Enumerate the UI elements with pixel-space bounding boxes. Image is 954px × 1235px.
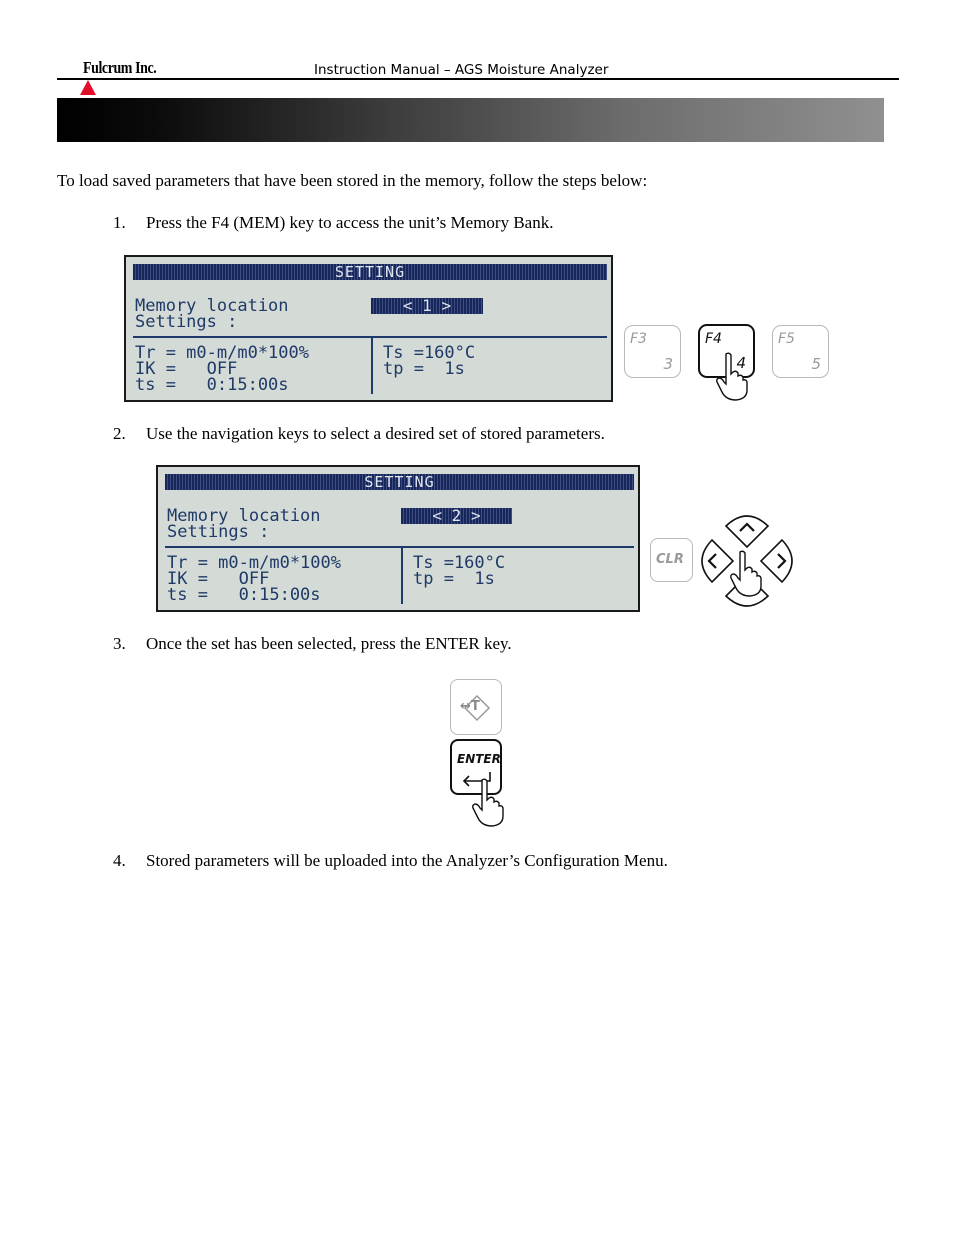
lcd-column-divider [401, 548, 403, 604]
lcd-screen-2 [156, 465, 640, 612]
f3-key-number: 3 [663, 355, 673, 373]
lcd-screen-1 [124, 255, 613, 402]
lcd-column-divider [371, 338, 373, 394]
step-number: 4. [113, 851, 126, 870]
memory-location-label: Memory location [135, 296, 289, 316]
lcd-divider [133, 336, 607, 338]
document-title: Instruction Manual – AGS Moisture Analyzer [314, 62, 609, 78]
param-tr: Tr = m0-m/m0*100% [167, 553, 341, 573]
step-text: Use the navigation keys to select a desired set of stored parameters. [146, 424, 605, 443]
f5-key[interactable] [772, 325, 829, 378]
param-ik: IK = OFF [135, 359, 238, 379]
step-text: Once the set has been selected, press the ENTER key. [146, 634, 512, 653]
param-ts: ts = 0:15:00s [135, 375, 289, 395]
section-banner [57, 98, 884, 142]
f3-key[interactable] [624, 325, 681, 378]
memory-selector: < 1 > [371, 298, 483, 314]
param-tp: tp = 1s [383, 359, 465, 379]
f3-key-label: F3 [630, 331, 647, 347]
settings-label: Settings : [135, 312, 238, 332]
param-tp: tp = 1s [413, 569, 495, 589]
step-text: Press the F4 (MEM) key to access the unit’s Memory Bank. [146, 213, 554, 232]
step-4 [113, 851, 668, 871]
intro-paragraph: To load saved parameters that have been stored in the memory, follow the steps below: [57, 171, 648, 190]
step-number: 3. [113, 634, 126, 653]
pointing-hand-icon [714, 352, 750, 402]
param-ts: ts = 0:15:00s [167, 585, 321, 605]
memory-selector: < 2 > [401, 508, 512, 524]
lcd-title: SETTING [165, 474, 634, 490]
f4-key-label: F4 [705, 331, 722, 347]
step-number: 2. [113, 424, 126, 443]
nav-right-key[interactable] [761, 540, 792, 582]
step-1 [113, 213, 553, 233]
f5-key-number: 5 [811, 355, 821, 373]
clr-key[interactable] [650, 538, 693, 582]
nav-left-key[interactable] [702, 540, 733, 582]
step-3 [113, 634, 512, 654]
lcd-divider [165, 546, 634, 548]
lcd-title: SETTING [133, 264, 607, 280]
param-temp: Ts =160°C [413, 553, 506, 573]
clr-key-label: CLR [656, 552, 684, 567]
step-text: Stored parameters will be uploaded into the Analyzer’s Configuration Menu. [146, 851, 668, 870]
param-tr: Tr = m0-m/m0*100% [135, 343, 309, 363]
enter-key-label: ENTER [457, 752, 501, 766]
step-2 [113, 424, 605, 444]
header-rule [57, 78, 899, 80]
step-number: 1. [113, 213, 126, 232]
f5-key-label: F5 [778, 331, 795, 347]
tare-key-label: ↔T [460, 699, 480, 714]
navigation-pad [696, 512, 798, 612]
memory-location-label: Memory location [167, 506, 321, 526]
pointing-hand-icon [470, 778, 508, 828]
logo-triangle-icon [80, 80, 96, 95]
settings-label: Settings : [167, 522, 270, 542]
param-ik: IK = OFF [167, 569, 270, 589]
tare-key[interactable] [450, 679, 502, 735]
f4-key-number: 4 [736, 354, 746, 372]
param-temp: Ts =160°C [383, 343, 476, 363]
nav-up-key[interactable] [726, 516, 768, 547]
company-logo: Fulcrum Inc. [83, 58, 157, 77]
